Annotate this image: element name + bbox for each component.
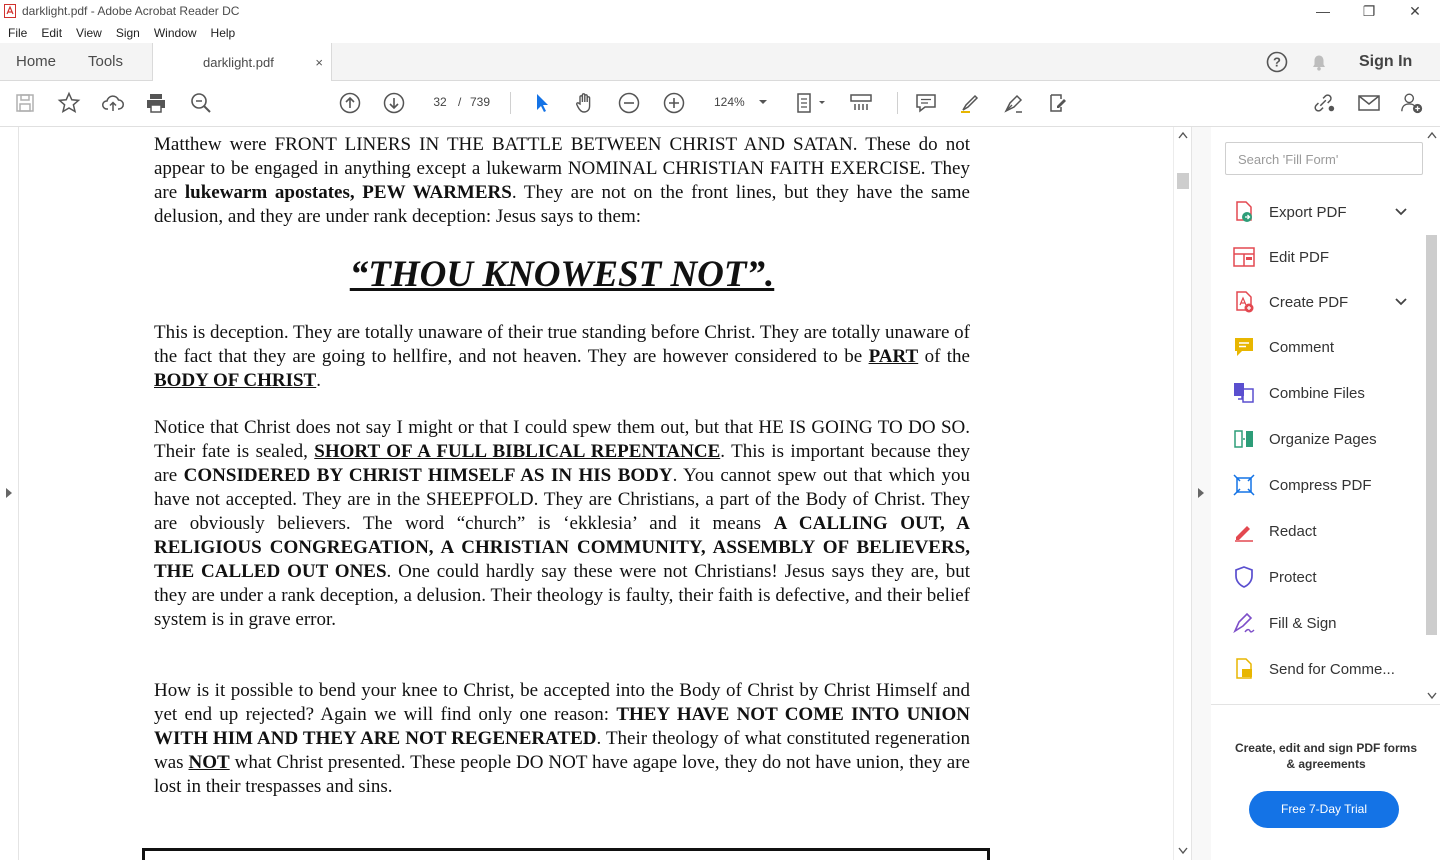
combine-files-icon (1231, 380, 1257, 406)
close-window-button[interactable]: ✕ (1409, 2, 1421, 19)
sign-button[interactable] (1002, 91, 1026, 115)
paragraph-2-bold-2: A CALLING OUT, A RELIGIOUS CONGREGATION, A CHRISTIAN COMMUNITY, ASSEMBLY OF BELIEVERS, THE CALLED OUT ONES (154, 513, 970, 582)
redact-icon (1231, 518, 1257, 544)
tools-pane-scrollbar[interactable] (1424, 127, 1440, 705)
paragraph-1-mid: of the (918, 346, 970, 367)
envelope-icon (1357, 91, 1381, 115)
tool-organize-pages[interactable] (1231, 419, 1421, 459)
plus-circle-icon (662, 91, 686, 115)
page-display-button[interactable] (795, 91, 829, 115)
hand-icon (573, 91, 597, 115)
paragraph-0-text: Matthew were FRONT LINERS IN THE BATTLE BETWEEN CHRIST AND SATAN. These do not appear to be engaged in anything except a lukewarm NOMINAL CHRISTIAN FAITH EXERCISE. They are (154, 134, 970, 203)
tool-edit-pdf[interactable] (1231, 237, 1421, 277)
save-icon (14, 92, 36, 114)
tool-fill-sign[interactable] (1231, 603, 1421, 643)
paragraph-3-b: . Their theology of what constituted regeneration was (154, 728, 970, 773)
scroll-up-arrow-icon[interactable] (1178, 131, 1188, 139)
protect-icon (1231, 564, 1257, 590)
tab-document-label: darklight.pdf (203, 54, 274, 70)
zoom-in-button[interactable] (662, 91, 686, 115)
next-page-button[interactable] (382, 91, 406, 115)
bordered-box-top (142, 848, 990, 860)
tool-label: Compress PDF (1269, 476, 1372, 494)
toolbar-divider (897, 92, 898, 114)
menu-bar (0, 22, 1440, 43)
paragraph-3-c: what Christ presented. These people DO NOT have agape love, they do not have union, they are lost in their trespasses and sins. (154, 752, 970, 797)
paragraph-3-bold: THEY HAVE NOT COME INTO UNION WITH HIM AND THEY ARE NOT REGENERATED (154, 704, 970, 749)
zoom-level-value: 124% (714, 95, 745, 109)
free-trial-button[interactable]: Free 7-Day Trial (1249, 791, 1399, 828)
previous-page-button[interactable] (338, 91, 362, 115)
menu-view[interactable]: View (76, 25, 102, 40)
notifications-button[interactable] (1309, 43, 1329, 80)
paragraph-0 (154, 133, 970, 229)
export-pdf-icon (1231, 199, 1257, 225)
paragraph-0-end: . They are not on the front lines, but they have the same delusion, and they are under rank deception: Jesus says to them: (154, 182, 970, 227)
paragraph-2-d: . One could hardly say these were not Christians! Jesus says they are, but they are under a rank deception, a delusion. Their theology is faulty, their faith is defective, and their belief system is in grave error. (154, 561, 970, 630)
tool-label: Send for Comme... (1269, 660, 1395, 678)
paragraph-1-text: This is deception. They are totally unaware of their true standing before Christ. They are totally unaware of the fact that they are going to hellfire, and not heaven. They are however considered to be (154, 322, 970, 367)
tab-bar (0, 43, 1440, 81)
help-icon (1266, 51, 1288, 73)
bookmark-star-button[interactable] (57, 91, 81, 115)
help-button[interactable] (1266, 43, 1288, 80)
paragraph-1 (154, 321, 970, 393)
chevron-down-icon[interactable] (1395, 205, 1407, 219)
select-tool-button[interactable] (530, 91, 554, 115)
tab-document[interactable] (152, 43, 332, 81)
paragraph-2-c: . You cannot spew out that which you have not accepted. They are in the SHEEPFOLD. They are Christians, a part of the Body of Christ. They are obviously believers. The word “church” is ‘ekklesia’ and it means (154, 465, 970, 534)
bell-icon (1309, 52, 1329, 72)
paragraph-3 (154, 679, 970, 799)
fill-sign-icon (1231, 610, 1257, 636)
paragraph-0-bold: lukewarm apostates, PEW WARMERS (184, 182, 512, 203)
restore-button[interactable]: ❐ (1362, 2, 1376, 19)
paragraph-2 (154, 416, 970, 632)
acrobat-app-icon (4, 4, 16, 18)
scroll-pages-icon (849, 91, 873, 115)
menu-help[interactable]: Help (210, 25, 236, 40)
printer-icon (144, 91, 168, 115)
upload-button[interactable] (101, 91, 125, 115)
add-user-icon (1400, 91, 1424, 115)
scrollbar-thumb[interactable] (1177, 173, 1189, 189)
tool-redact[interactable] (1231, 511, 1421, 551)
tool-send-for-comment[interactable] (1231, 649, 1421, 689)
minus-circle-icon (617, 91, 641, 115)
tool-label: Edit PDF (1269, 248, 1330, 266)
zoom-level-select[interactable] (706, 90, 772, 114)
hand-tool-button[interactable] (573, 91, 597, 115)
paragraph-3-a: How is it possible to bend your knee to Christ, be accepted into the Body of Christ by Christ Himself and yet end up rejected? Again we will find only one reason: (154, 680, 970, 725)
scroll-down-arrow-icon[interactable] (1427, 692, 1437, 700)
pen-highlight-icon (958, 91, 982, 115)
document-viewport[interactable] (19, 127, 1173, 860)
tools-search-input[interactable]: Search 'Fill Form' (1225, 142, 1423, 175)
send-for-comment-icon (1231, 656, 1257, 682)
arrow-up-circle-icon (338, 91, 362, 115)
email-button[interactable] (1357, 91, 1381, 115)
scrolling-mode-button[interactable] (849, 91, 873, 115)
tools-pane (1211, 127, 1440, 860)
organize-pages-icon (1231, 426, 1257, 452)
create-pdf-icon (1231, 289, 1257, 315)
collapse-right-pane-icon[interactable] (1197, 487, 1205, 499)
page-fit-icon (795, 91, 829, 115)
menu-edit[interactable]: Edit (41, 25, 63, 40)
add-user-button[interactable] (1400, 91, 1424, 115)
scroll-down-arrow-icon[interactable] (1178, 847, 1188, 855)
tool-label: Combine Files (1269, 384, 1365, 402)
page-separator: / (458, 95, 462, 109)
tool-label: Export PDF (1269, 203, 1347, 221)
cloud-upload-icon (101, 91, 125, 115)
paragraph-1-end: . (316, 370, 321, 391)
promo-panel (1211, 704, 1440, 861)
sign-in-button[interactable]: Sign In (1359, 52, 1413, 70)
tool-label: Fill & Sign (1269, 614, 1337, 632)
menu-window[interactable]: Window (153, 25, 197, 40)
chevron-down-icon (758, 99, 768, 105)
promo-text: Create, edit and sign PDF forms & agreements (1234, 741, 1418, 771)
minimize-button[interactable]: — (1316, 3, 1330, 19)
star-icon (57, 91, 81, 115)
document-scrollbar[interactable] (1173, 127, 1192, 860)
window-title: darklight.pdf - Adobe Acrobat Reader DC (22, 4, 240, 18)
tool-label: Redact (1269, 522, 1317, 540)
section-heading: “THOU KNOWEST NOT”. (349, 254, 775, 295)
comment-button[interactable] (914, 91, 938, 115)
zoom-out-button[interactable] (617, 91, 641, 115)
highlight-button[interactable] (958, 91, 982, 115)
paragraph-1-body: BODY OF CHRIST (154, 370, 317, 391)
left-nav-rail (0, 127, 19, 860)
title-bar (0, 0, 1440, 22)
print-button[interactable] (144, 91, 168, 115)
tool-label: Organize Pages (1269, 430, 1377, 448)
svg-text:?: ? (1273, 54, 1281, 69)
search-zoom-icon (189, 91, 213, 115)
tool-compress-pdf[interactable] (1231, 465, 1421, 505)
paragraph-2-a: Notice that Christ does not say I might or that I could spew them out, but that HE IS GOING TO DO SO. Their fate is sealed, (154, 417, 970, 462)
tool-label: Create PDF (1269, 293, 1349, 311)
paragraph-2-b: . This is important because they are (154, 441, 970, 486)
tool-export-pdf[interactable] (1231, 192, 1421, 232)
tab-close-button[interactable]: × (315, 54, 323, 70)
page-total: 739 (470, 95, 491, 109)
tool-protect[interactable] (1231, 557, 1421, 597)
tool-label: Comment (1269, 338, 1335, 356)
edit-form-icon (1046, 91, 1070, 115)
arrow-down-circle-icon (382, 91, 406, 115)
tool-comment[interactable] (1231, 327, 1421, 367)
share-link-button[interactable] (1312, 91, 1336, 115)
fountain-pen-icon (1002, 91, 1026, 115)
page-number-input[interactable]: 32 (433, 95, 447, 109)
compress-pdf-icon (1231, 472, 1257, 498)
tab-home[interactable]: Home (16, 53, 57, 70)
edit-pdf-icon (1231, 244, 1257, 270)
tab-tools[interactable]: Tools (88, 53, 124, 70)
comment-bubble-icon (914, 91, 938, 115)
expand-left-pane-icon[interactable] (5, 487, 13, 499)
save-button[interactable] (13, 91, 37, 115)
fill-form-button[interactable] (1046, 91, 1070, 115)
tool-create-pdf[interactable] (1231, 282, 1421, 322)
comment-icon (1231, 334, 1257, 360)
cursor-arrow-icon (530, 91, 554, 115)
link-person-icon (1312, 91, 1336, 115)
paragraph-2-underline: SHORT OF A FULL BIBLICAL REPENTANCE (314, 441, 721, 462)
paragraph-1-part: PART (868, 346, 919, 367)
tool-combine-files[interactable] (1231, 373, 1421, 413)
menu-sign[interactable]: Sign (115, 25, 140, 40)
paragraph-2-bold-1: CONSIDERED BY CHRIST HIMSELF AS IN HIS BODY (183, 465, 673, 486)
paragraph-3-underline: NOT (188, 752, 230, 773)
toolbar-divider (510, 92, 511, 114)
right-pane-toggle-rail (1191, 127, 1212, 860)
scroll-up-arrow-icon[interactable] (1427, 131, 1437, 139)
chevron-down-icon[interactable] (1395, 295, 1407, 309)
clipped-previous-line (154, 127, 970, 129)
scrollbar-thumb[interactable] (1426, 235, 1437, 635)
tool-label: Protect (1269, 568, 1317, 586)
find-button[interactable] (189, 91, 213, 115)
menu-file[interactable]: File (8, 25, 28, 40)
